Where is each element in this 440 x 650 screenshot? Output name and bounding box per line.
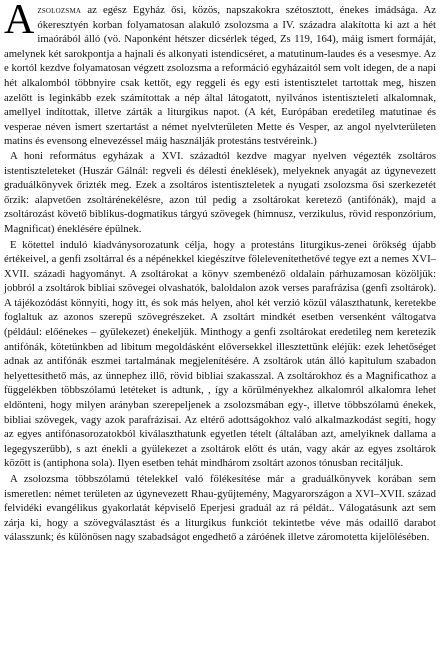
drop-cap: A (4, 0, 35, 43)
paragraph-2: A honi református egyházak a XVI. századtól kezdve magyar nyelven végezték zsoltáros istentiszteleteket (Huszár Gálnál: regveli és délesti éneklések), melyeknek anyagát az úgynevezett graduálkönyvek őrizték meg. Ezek a zsoltáros istentiszteletek a nyugati zsolozsma ősi szerkezetét őrzik: alapvetően zsoltárénekélésre, azon túl pedig a zsoltárokat keretező (antifónák), majd a zsoltározást követő biblikus-dogmatikus tárgyú szövegek (himnusz, verzikulus, rövid responzórium, Magnificat) éneklésére épülnek. (4, 149, 436, 235)
paragraph-3: E kötettel induló kiadványsorozatunk célja, hogy a protestáns liturgikus-zenei örökség újabb értékeivel, a genfi zsoltárral és a népénekkel kiegészítve fölelevenítethetővé tegye ezt a nemes XVI–XVII. századi hagyományt. A zsoltárokat a könyv szembenéző oldalain párhuzamosan közöljük: jobbról a zsoltárok bibliai szövegei olvashatók, baloldalon azok verses parafrázisa (genfi zsoltárok). A tájékozódást könnyíti, hogy itt, és sok más helyen, ahol két verzió közül választhatunk, keretekbe foglaltuk az azonos szerepű szövegrészeket. A zsoltárt mindkét esetben versenként váltogatva (például: előénekes – gyülekezet) énekeljük. Minthogy a genfi zsoltárokat eredetileg nem keretezik antifónák, kötetünkben ad libitum megoldásként előversekkel illesztettünk eléjük: ezek lehetőséget adnak az antifónák eszmei tartalmának megjelenítésére. A zsoltárok után álló kapitulum szabadon helyettesíthető más, az ünnephez illő, rövid bibliai szakasszal. A zsoltárokhoz és a Magnificathoz a függelékben többszólamú letéteket is adtunk, , így a körülményekhez alkalomról alkalomra lehet eldönteni, hogy milyen arányban szerepeljenek a zsolozsmában egy-, illetve többszólamú énekek, bibliai szövegek, vagy azok parafrázisai. Az eltérő adottságokhoz való alkalmazkodást segíti, hogy az egyes antifónasorozatokból kiválaszthatunk egyetlen tételt (általában azt, amelyiknek dallama a legegyszerűbb), s azt énekli a gyülekezet a zsoltárok előtt és után, vagy akár az egyes zsoltárok között is (antiphona sola). Ilyen esetben tehát mindhárom zsoltárt azonos tónusban recitáljuk. (4, 238, 436, 470)
paragraph-4: A zsolozsma többszólamú tételekkel való fölékesítése már a graduálkönyvek korában sem ismeretlen: német területen az úgynevezett Rhau-gyűjtemény, Magyarországon a XVI–XVII. század felvidéki evangélikus gyakorlatát képviselő Eperjesi graduál az rá példát.. Válogatásunk azt sem zárja ki, hogy a szövegválasztást és a liturgikus funkciót tekintetbe véve más odaillő darabot válasszunk; és különösen nagy szabadságot engedhető a záróének illetve záromotetta kijelölésében. (4, 473, 436, 544)
opening-word: zsolozsma (37, 4, 82, 16)
body-text (4, 0, 436, 545)
paragraph-1-text: az egész Egyház ősi, közös, napszakokra szétosztott, énekes imádsága. Az ókeresztyén korban folyamatosan alakuló zsolozsma a IV. századra alakította ki azt a hét imaórából álló (vö. Naponként hétszer dicsérlek téged, Zs 119, 164), máig ismert formáját, amelynek két sarokpontja a hajnali és alkonyati istendicséret, a matutinum-laudes és a vesesmye. Az e kortól kezdve folyamatosan végzett zsolozsma a reformáció egyházaitól sem volt idegen, de a napi hét alkalomból többnyire csak kettőt, egy reggeli és egy esti istentisztelet tartottak meg, hiszen azelőtt is leginkább ezek számítottak a nép által látogatott, nyilvános istentiszteleti alkalomnak, amellyel indítottak, illetve zárták a liturgikus napot. (A két, Európában eredetileg matutinae és vesperae néven ismert szertartást a német nyelvterületen Mette és Vesper, az angol nyelvterületen matins és evensong elnevezéssel máig használják protestáns testvéreink.) (4, 4, 436, 148)
paragraph-1 (4, 0, 436, 149)
